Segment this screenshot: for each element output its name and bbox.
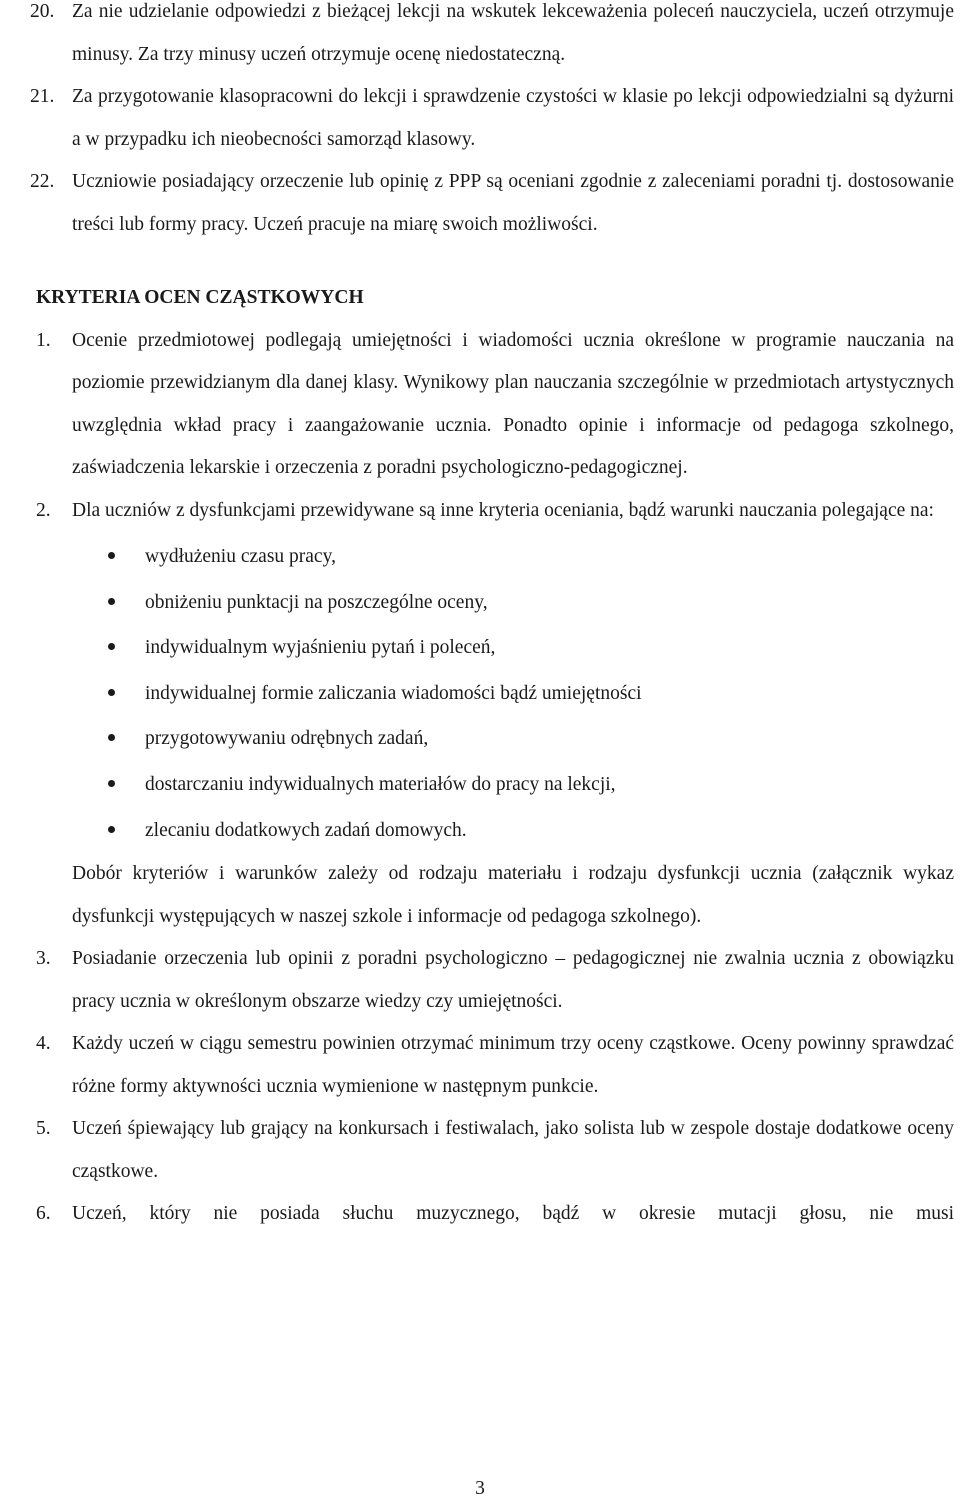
rule-item-22 (0, 161, 960, 246)
list-item: zlecaniu dodatkowych zadań domowych. (0, 808, 960, 854)
criteria-item-1 (0, 320, 960, 490)
item-text: Uczniowie posiadający orzeczenie lub opinię z PPP są oceniani zgodnie z zaleceniami poradni tj. dostosowanie treści lub formy pracy. Uczeń pracuje na miarę swoich możliwości. (72, 171, 954, 235)
list-item: przygotowywaniu odrębnych zadań, (0, 716, 960, 762)
item-number: 20. (30, 1, 55, 22)
item-number: 5. (36, 1118, 51, 1140)
list-item: obniżeniu punktacji na poszczególne oceny, (0, 580, 960, 626)
list-item: wydłużeniu czasu pracy, (0, 534, 960, 580)
list-item: indywidualnym wyjaśnieniu pytań i poleceń, (0, 625, 960, 671)
item-text: Dla uczniów z dysfunkcjami przewidywane są inne kryteria oceniania, bądź warunki nauczania polegające na: (72, 499, 934, 521)
item-number: 22. (30, 171, 55, 192)
item-text: Posiadanie orzeczenia lub opinii z poradni psychologiczno – pedagogicznej nie zwalnia ucznia z obowiązku pracy ucznia w określonym obszarze wiedzy czy umiejętności. (72, 948, 954, 1012)
item-number: 1. (36, 329, 51, 351)
item-number: 21. (30, 86, 55, 107)
page-number: 3 (475, 1478, 485, 1499)
section-heading: KRYTERIA OCEN CZĄSTKOWYCH (36, 287, 364, 308)
item-text: Ocenie przedmiotowej podlegają umiejętności i wiadomości ucznia określone w programie nauczania na poziomie przewidzianym dla danej klasy. Wynikowy plan nauczania szczególnie w przedmiotach artystycznych uwzględnia wkład pracy i zaangażowanie ucznia. Ponadto opinie i informacje od pedagoga szkolnego, zaświadczenia lekarskie i orzeczenia z poradni psychologiczno-pedagogicznej. (72, 329, 954, 478)
item-text: Uczeń, który nie posiada słuchu muzycznego, bądź w okresie mutacji głosu, nie musi (72, 1203, 954, 1225)
list-item: indywidualnej formie zaliczania wiadomości bądź umiejętności (0, 671, 960, 717)
rule-item-20 (0, 0, 960, 76)
criteria-item-5 (0, 1108, 960, 1193)
item-text: Za nie udzielanie odpowiedzi z bieżącej lekcji na wskutek lekceważenia poleceń nauczyciela, uczeń otrzymuje minusy. Za trzy minusy uczeń otrzymuje ocenę niedostateczną. (72, 1, 954, 65)
item-text: Uczeń śpiewający lub grający na konkursach i festiwalach, jako solista lub w zespole dostaje dodatkowe oceny cząstkowe. (72, 1118, 954, 1182)
accommodations-list (0, 534, 960, 853)
bullet-icon (108, 734, 115, 741)
item-number: 3. (36, 948, 51, 970)
criteria-item-6 (0, 1193, 960, 1236)
bullet-icon (108, 689, 115, 696)
item-number: 2. (36, 499, 51, 521)
item-number: 6. (36, 1203, 51, 1225)
item-text: Każdy uczeń w ciągu semestru powinien otrzymać minimum trzy oceny cząstkowe. Oceny powinny sprawdzać różne formy aktywności ucznia wymienione w następnym punkcie. (72, 1033, 954, 1097)
item-text: Za przygotowanie klasopracowni do lekcji i sprawdzenie czystości w klasie po lekcji odpowiedzialni są dyżurni a w przypadku ich nieobecności samorząd klasowy. (72, 86, 954, 150)
bullet-icon (108, 552, 115, 559)
bullet-icon (108, 780, 115, 787)
item-2-followup-paragraph: Dobór kryteriów i warunków zależy od rodzaju materiału i rodzaju dysfunkcji ucznia (załącznik wykaz dysfunkcji występujących w naszej szkole i informacje od pedagoga szkolnego). (72, 863, 954, 927)
criteria-item-3 (0, 938, 960, 1023)
criteria-item-4 (0, 1023, 960, 1108)
criteria-item-2 (0, 490, 960, 533)
bullet-icon (108, 643, 115, 650)
list-item: dostarczaniu indywidualnych materiałów do pracy na lekcji, (0, 762, 960, 808)
bullet-icon (108, 598, 115, 605)
item-number: 4. (36, 1033, 51, 1055)
bullet-icon (108, 826, 115, 833)
rule-item-21 (0, 76, 960, 161)
